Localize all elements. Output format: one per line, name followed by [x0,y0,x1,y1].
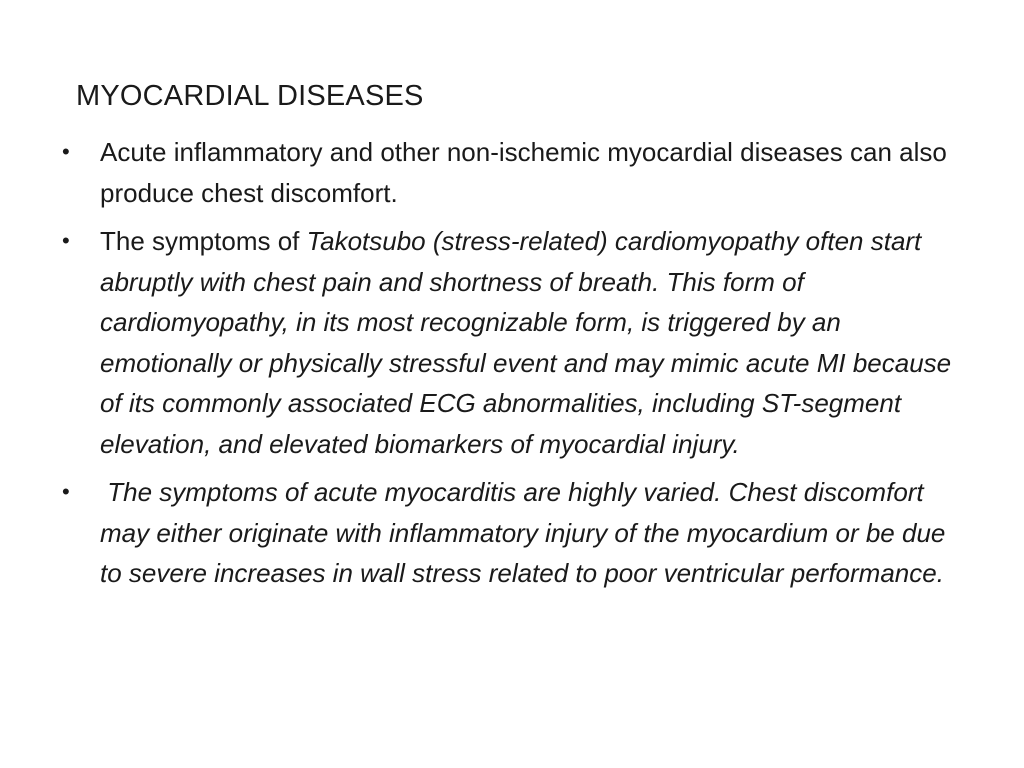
bullet-text-italic: Takotsubo (stress-related) cardiomyopathy often start abruptly with chest pain and shortness of breath. This form of cardiomyopathy, in its most recognizable form, is triggered by an emotionally or physically stressful event and may mimic acute MI because of its commonly associated ECG abnormalities, including ST-segment elevation, and elevated biomarkers of myocardial injury. [100,226,952,459]
bullet-item [60,221,960,464]
bullet-text: The symptoms of [100,226,307,256]
bullet-dot-icon: • [62,139,70,164]
bullet-text-italic: The symptoms of acute myocarditis are highly varied. Chest discomfort may either originate with inflammatory injury of the myocardium or be due to severe increases in wall stress related to poor ventricular performance. [100,477,953,588]
bullet-text: Acute inflammatory and other non-ischemic myocardial diseases can also produce chest discomfort. [100,137,947,208]
bullet-list [60,132,960,602]
bullet-item [60,472,960,594]
bullet-item [60,132,960,213]
slide-title: MYOCARDIAL DISEASES [76,80,424,112]
bullet-dot-icon: • [62,228,70,253]
bullet-dot-icon: • [62,479,70,504]
